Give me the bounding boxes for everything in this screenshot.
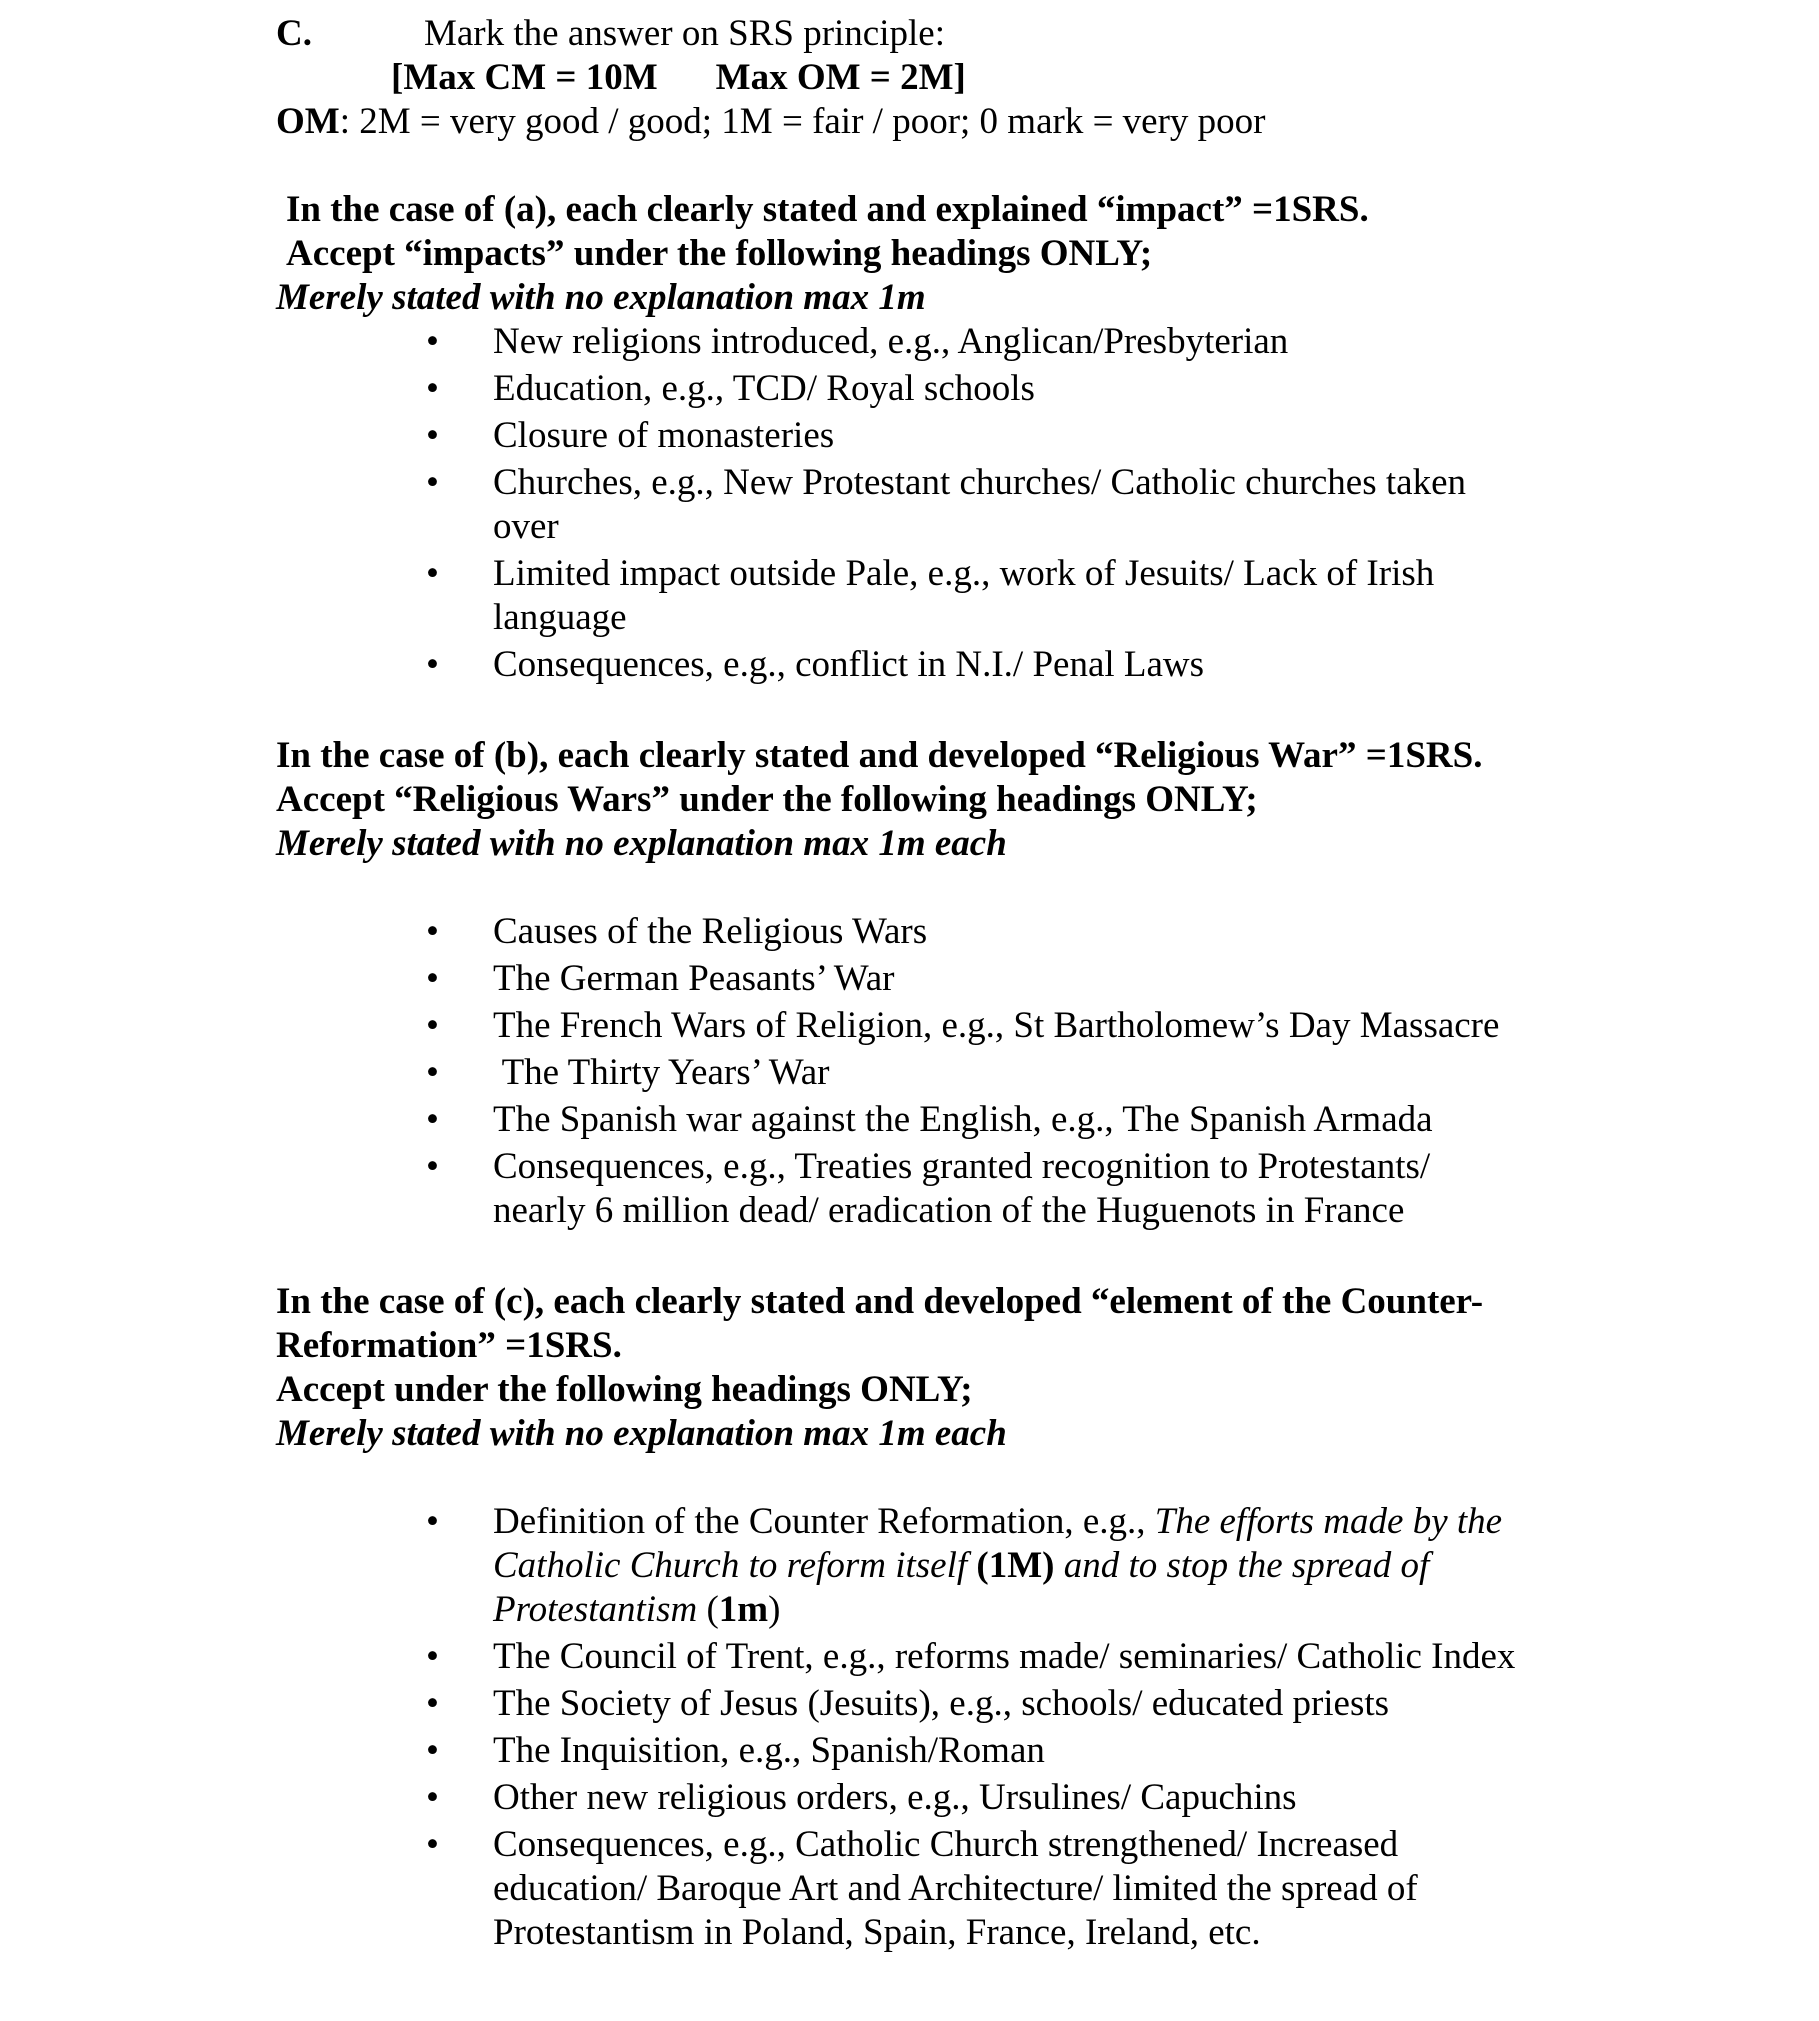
list-item: • Causes of the Religious Wars [426, 911, 928, 952]
section-c-heading-2: Reformation” =1SRS. [276, 1325, 622, 1366]
om-label: OM [276, 101, 340, 142]
max-om: Max OM = 2M] [715, 57, 966, 98]
question-header [276, 12, 1576, 56]
list-item: • The Inquisition, e.g., Spanish/Roman [426, 1730, 1045, 1771]
list-item: • The French Wars of Religion, e.g., St Bartholomew’s Day Massacre [426, 1005, 1500, 1046]
section-a-heading-2: Accept “impacts” under the following headings ONLY; [286, 233, 1153, 274]
section-c-heading-3: Accept under the following headings ONLY; [276, 1369, 973, 1410]
list-item: • Consequences, e.g., Catholic Church strengthened/ Increased education/ Baroque Art and Architecture/ limited the spread of Protestantism in Poland, Spain, France, Ireland, etc. [426, 1824, 1418, 1953]
om-scale-line [276, 100, 1576, 144]
marking-scheme-page [276, 12, 1576, 1958]
list-item-definition: • Definition of the Counter Reformation, e.g., The efforts made by the Catholic Church to reform itself (1M) and to stop the spread of Protestantism (1m) [426, 1501, 1503, 1630]
section-c-heading-1: In the case of (c), each clearly stated and developed “element of the Counter- [276, 1281, 1484, 1322]
section-b-list [276, 910, 1526, 1233]
max-cm: [Max CM = 10M [391, 57, 658, 98]
section-b-heading-2: Accept “Religious Wars” under the following headings ONLY; [276, 779, 1258, 820]
section-c-note: Merely stated with no explanation max 1m each [276, 1413, 1007, 1454]
section-a-list [276, 320, 1526, 687]
list-item: • The Council of Trent, e.g., reforms made/ seminaries/ Catholic Index [426, 1636, 1516, 1677]
list-item: • Other new religious orders, e.g., Ursulines/ Capuchins [426, 1777, 1297, 1818]
list-item: • Limited impact outside Pale, e.g., work of Jesuits/ Lack of Irish language [426, 553, 1435, 638]
max-marks-line [276, 56, 1576, 100]
list-item: • Education, e.g., TCD/ Royal schools [426, 368, 1035, 409]
list-item: • New religions introduced, e.g., Anglican/Presbyterian [426, 321, 1289, 362]
om-scale-text: : 2M = very good / good; 1M = fair / poor; 0 mark = very poor [339, 101, 1266, 142]
list-item: • The Thirty Years’ War [426, 1052, 830, 1093]
list-item: • Churches, e.g., New Protestant churches/ Catholic churches taken over [426, 462, 1467, 547]
section-b-note: Merely stated with no explanation max 1m each [276, 823, 1007, 864]
question-label: C. [276, 13, 312, 54]
section-a-heading-1: In the case of (a), each clearly stated and explained “impact” =1SRS. [286, 189, 1369, 230]
list-item: • The German Peasants’ War [426, 958, 895, 999]
list-item: • The Society of Jesus (Jesuits), e.g., schools/ educated priests [426, 1683, 1390, 1724]
list-item: • Consequences, e.g., conflict in N.I./ Penal Laws [426, 644, 1205, 685]
section-c-list [276, 1500, 1526, 1955]
list-item: • Closure of monasteries [426, 415, 835, 456]
list-item: • Consequences, e.g., Treaties granted recognition to Protestants/ nearly 6 million dead/ eradication of the Huguenots in France [426, 1146, 1431, 1231]
list-item: • The Spanish war against the English, e.g., The Spanish Armada [426, 1099, 1433, 1140]
section-b-heading-1: In the case of (b), each clearly stated and developed “Religious War” =1SRS. [276, 735, 1483, 776]
instruction-text: Mark the answer on SRS principle: [423, 13, 945, 54]
section-a-note: Merely stated with no explanation max 1m [276, 277, 926, 318]
